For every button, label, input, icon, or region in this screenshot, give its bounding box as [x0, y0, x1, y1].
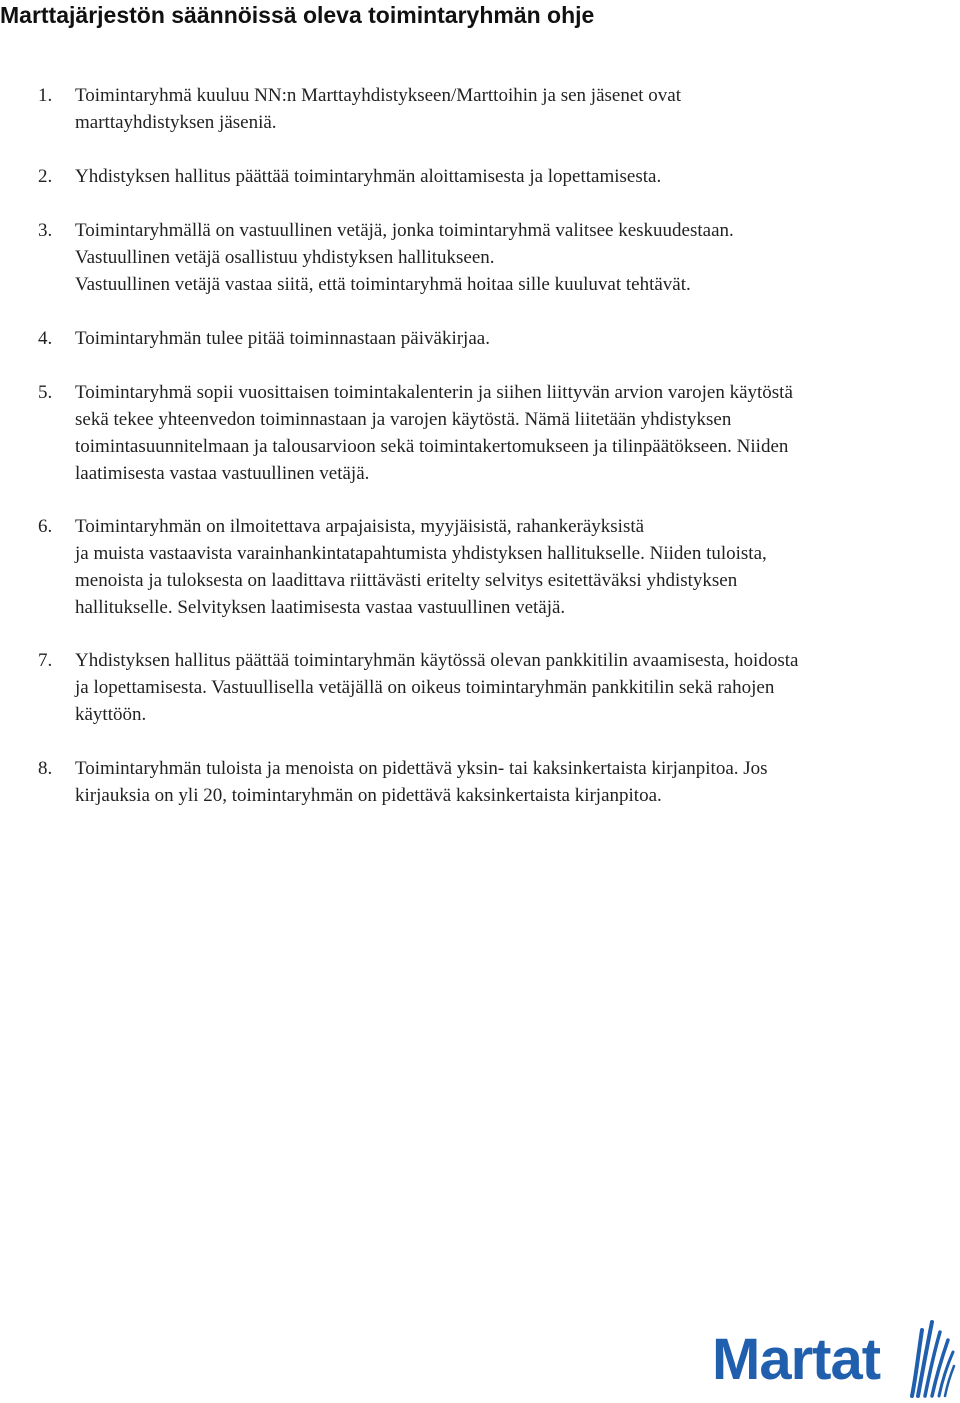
rule-text — [75, 513, 953, 621]
rule-line: Toimintaryhmä kuuluu NN:n Marttayhdistykseen/Marttoihin ja sen jäsenet ovat — [75, 85, 682, 106]
rule-line: menoista ja tuloksesta on laadittava riittävästi eritelty selvitys esitettäväksi yhdistyksen — [75, 570, 738, 591]
rule-text — [75, 755, 953, 809]
rule-number: 3. — [38, 220, 53, 241]
rule-number: 4. — [38, 328, 53, 349]
rule-number: 1. — [38, 85, 53, 106]
rule-line: hallitukselle. Selvityksen laatimisesta vastaa vastuullinen vetäjä. — [75, 597, 566, 618]
rule-line: Toimintaryhmällä on vastuullinen vetäjä, jonka toimintaryhmä valitsee keskuudestaan. — [75, 220, 734, 241]
rule-line: käyttöön. — [75, 704, 147, 725]
rule-text — [75, 647, 953, 728]
rule-number: 2. — [38, 166, 53, 187]
rule-line: Toimintaryhmän on ilmoitettava arpajaisista, myyjäisistä, rahankeräyksistä — [75, 516, 645, 537]
rule-line: ja lopettamisesta. Vastuullisella vetäjällä on oikeus toimintaryhmän pankkitilin sekä rahojen — [75, 677, 775, 698]
page-title: Marttajärjestön säännöissä oleva toimintaryhmän ohje — [0, 2, 595, 28]
rule-line: Toimintaryhmän tulee pitää toiminnastaan päiväkirjaa. — [75, 328, 490, 349]
rule-line: sekä tekee yhteenvedon toiminnastaan ja varojen käytöstä. Nämä liitetään yhdistyksen — [75, 409, 732, 430]
rule-text — [75, 163, 953, 190]
rule-text — [75, 379, 953, 487]
rule-number: 7. — [38, 650, 53, 671]
rule-line: ja muista vastaavista varainhankintatapahtumista yhdistyksen hallitukselle. Niiden tuloista, — [75, 543, 767, 564]
rule-text — [75, 217, 953, 298]
rule-line: toimintasuunnitelmaan ja talousarvioon sekä toimintakertomukseen ja tilinpäätökseen. Niiden — [75, 436, 789, 457]
rule-number: 6. — [38, 516, 53, 537]
martat-logo — [712, 1318, 956, 1400]
rule-line: Vastuullinen vetäjä osallistuu yhdistyksen hallitukseen. — [75, 247, 495, 268]
logo-text: Martat — [712, 1327, 881, 1392]
rule-line: Yhdistyksen hallitus päättää toimintaryhmän aloittamisesta ja lopettamisesta. — [75, 166, 662, 187]
rule-line: Toimintaryhmän tuloista ja menoista on pidettävä yksin- tai kaksinkertaista kirjanpitoa. Jos — [75, 758, 768, 779]
rule-line: kirjauksia on yli 20, toimintaryhmän on pidettävä kaksinkertaista kirjanpitoa. — [75, 785, 662, 806]
rule-number: 8. — [38, 758, 53, 779]
rule-text — [75, 82, 953, 136]
rule-line: Toimintaryhmä sopii vuosittaisen toimintakalenterin ja siihen liittyvän arvion varojen käytöstä — [75, 382, 793, 403]
rule-line: laatimisesta vastaa vastuullinen vetäjä. — [75, 463, 370, 484]
rule-number: 5. — [38, 382, 53, 403]
rule-line: Vastuullinen vetäjä vastaa siitä, että toimintaryhmä hoitaa sille kuuluvat tehtävät. — [75, 274, 691, 295]
rule-line: marttayhdistyksen jäseniä. — [75, 112, 277, 133]
martat-brush-strokes-icon — [908, 1318, 956, 1400]
rule-line: Yhdistyksen hallitus päättää toimintaryhmän käytössä olevan pankkitilin avaamisesta, hoidosta — [75, 650, 799, 671]
rule-text — [75, 325, 953, 352]
